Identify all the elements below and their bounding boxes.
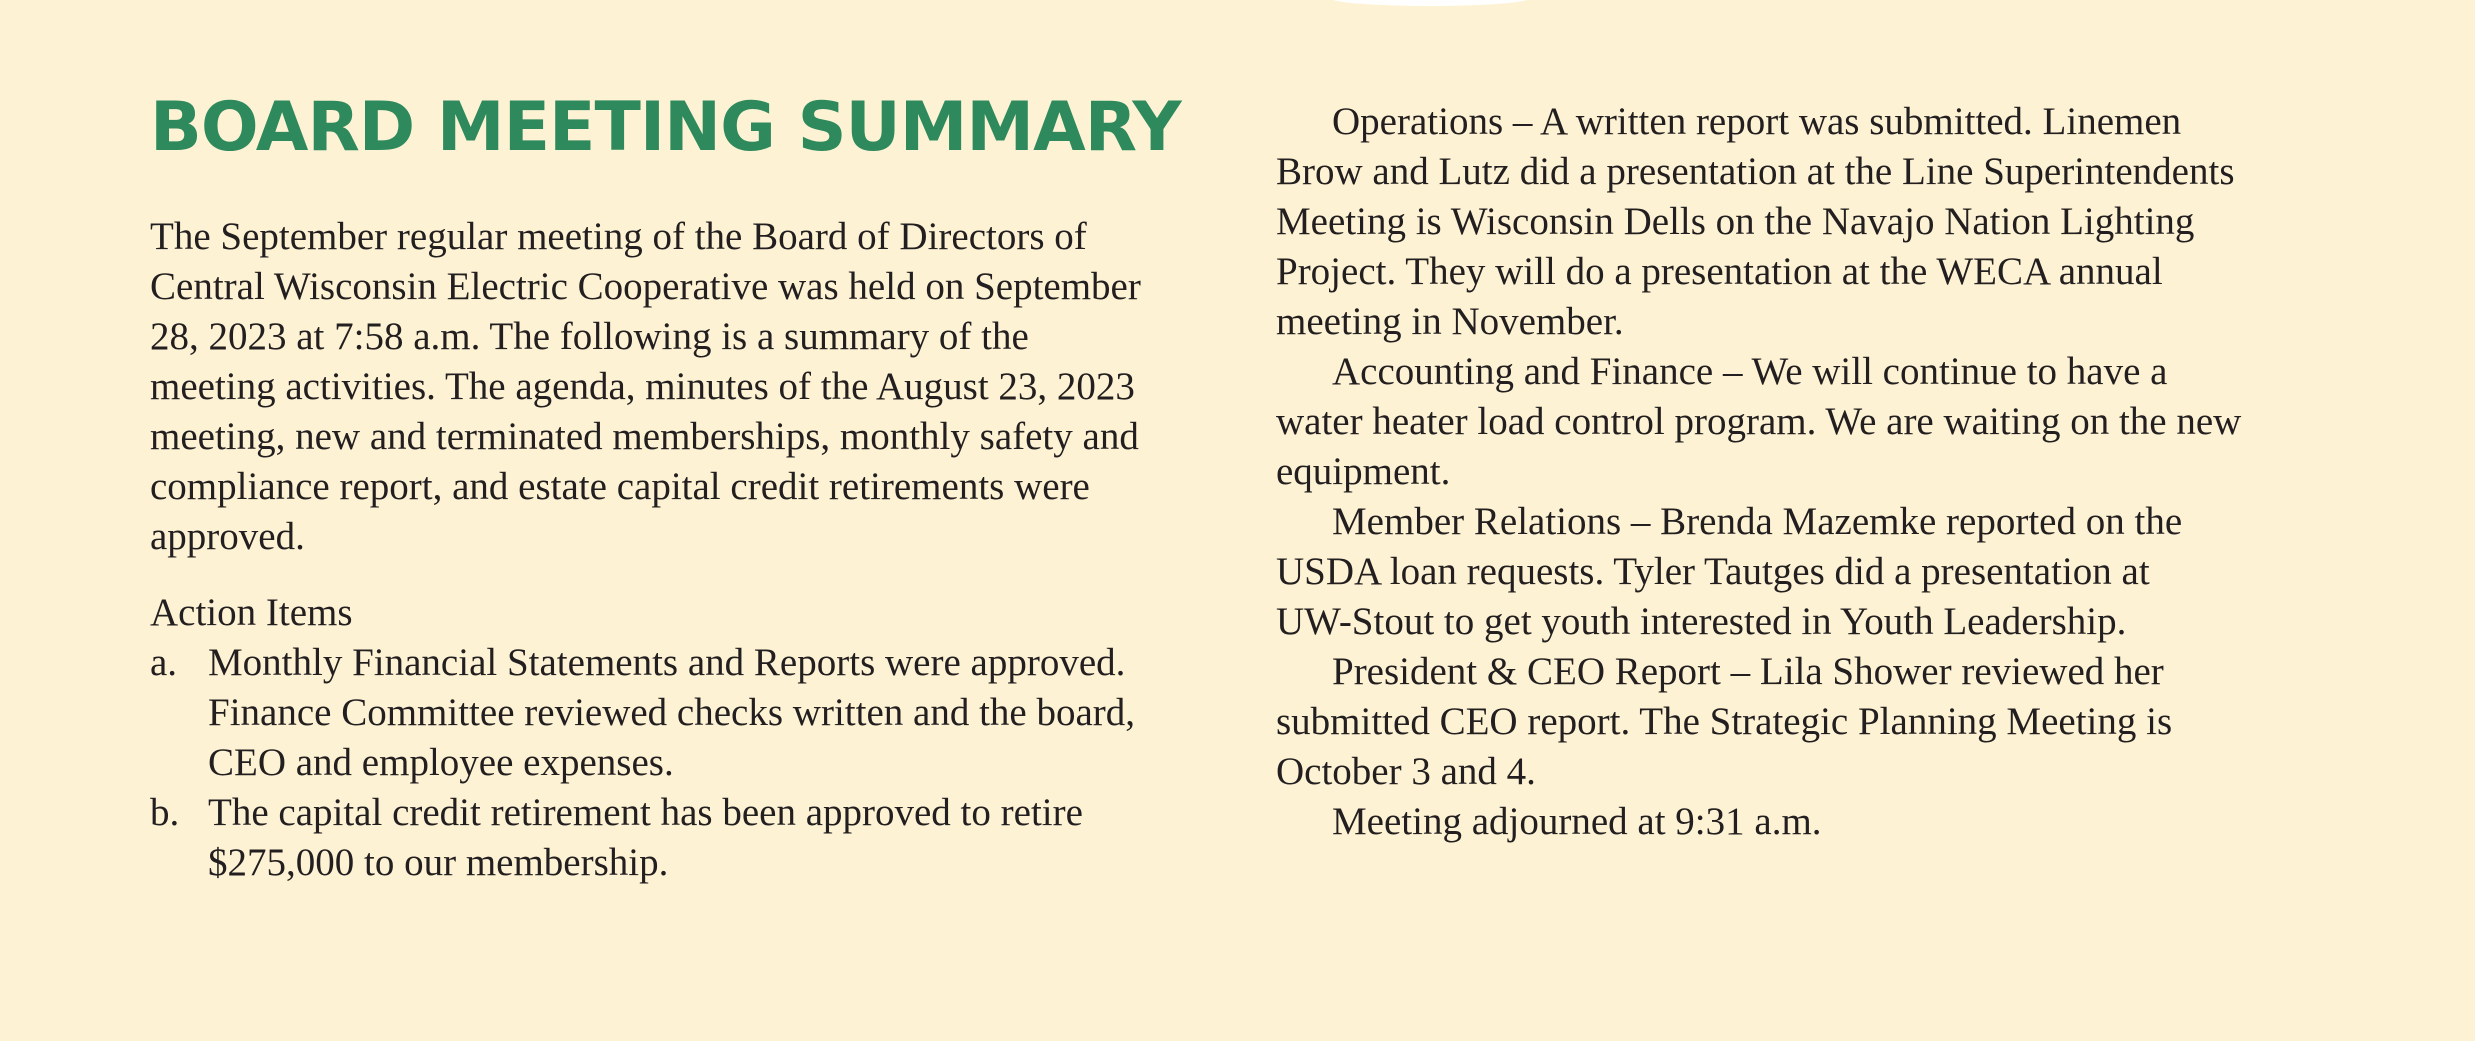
report-line: Brow and Lutz did a presentation at the Line Superintendents [1276,150,2235,193]
list-marker: a. [150,641,178,684]
report-line: USDA loan requests. Tyler Tautges did a presentation at [1276,550,2150,593]
intro-line: The September regular meeting of the Board of Directors of [150,215,1087,258]
intro-line: 28, 2023 at 7:58 a.m. The following is a summary of the [150,315,1029,358]
intro-line: meeting, new and terminated memberships, monthly safety and [150,415,1139,458]
action-item-a [150,638,1230,788]
intro-line: Central Wisconsin Electric Cooperative was held on September [150,265,1141,308]
action-item-line: The capital credit retirement has been approved to retire [208,791,1083,834]
report-line: meeting in November. [1276,300,1624,343]
action-item-line: Finance Committee reviewed checks written and the board, [208,691,1136,734]
action-item-line: $275,000 to our membership. [208,841,669,884]
report-line: Operations – A written report was submitted. Linemen [1332,100,2182,143]
action-item-b [150,788,1230,888]
report-line: President & CEO Report – Lila Shower reviewed her [1332,650,2164,693]
action-item-line: Monthly Financial Statements and Reports were approved. [208,641,1126,684]
intro-paragraph [150,212,1230,888]
decorative-shape [1330,0,1530,6]
report-line: UW-Stout to get youth interested in Youth Leadership. [1276,600,2127,643]
report-line: Accounting and Finance – We will continue to have a [1332,350,2168,393]
intro-line: approved. [150,515,305,558]
report-line: Project. They will do a presentation at the WECA annual [1276,250,2163,293]
page-title: BOARD MEETING SUMMARY [150,88,1181,167]
report-line: water heater load control program. We are waiting on the new [1276,400,2242,443]
intro-line: compliance report, and estate capital credit retirements were [150,465,1090,508]
intro-line: meeting activities. The agenda, minutes of the August 23, 2023 [150,365,1135,408]
right-column [1276,97,2336,847]
report-line: October 3 and 4. [1276,750,1536,793]
report-line: submitted CEO report. The Strategic Planning Meeting is [1276,700,2173,743]
report-line: Member Relations – Brenda Mazemke reported on the [1332,500,2183,543]
action-items-heading: Action Items [150,591,353,634]
report-line: Meeting is Wisconsin Dells on the Navajo Nation Lighting [1276,200,2195,243]
list-marker: b. [150,791,180,834]
report-line: equipment. [1276,450,1451,493]
action-item-line: CEO and employee expenses. [208,741,674,784]
report-line: Meeting adjourned at 9:31 a.m. [1332,800,1822,843]
left-column [150,88,1230,888]
